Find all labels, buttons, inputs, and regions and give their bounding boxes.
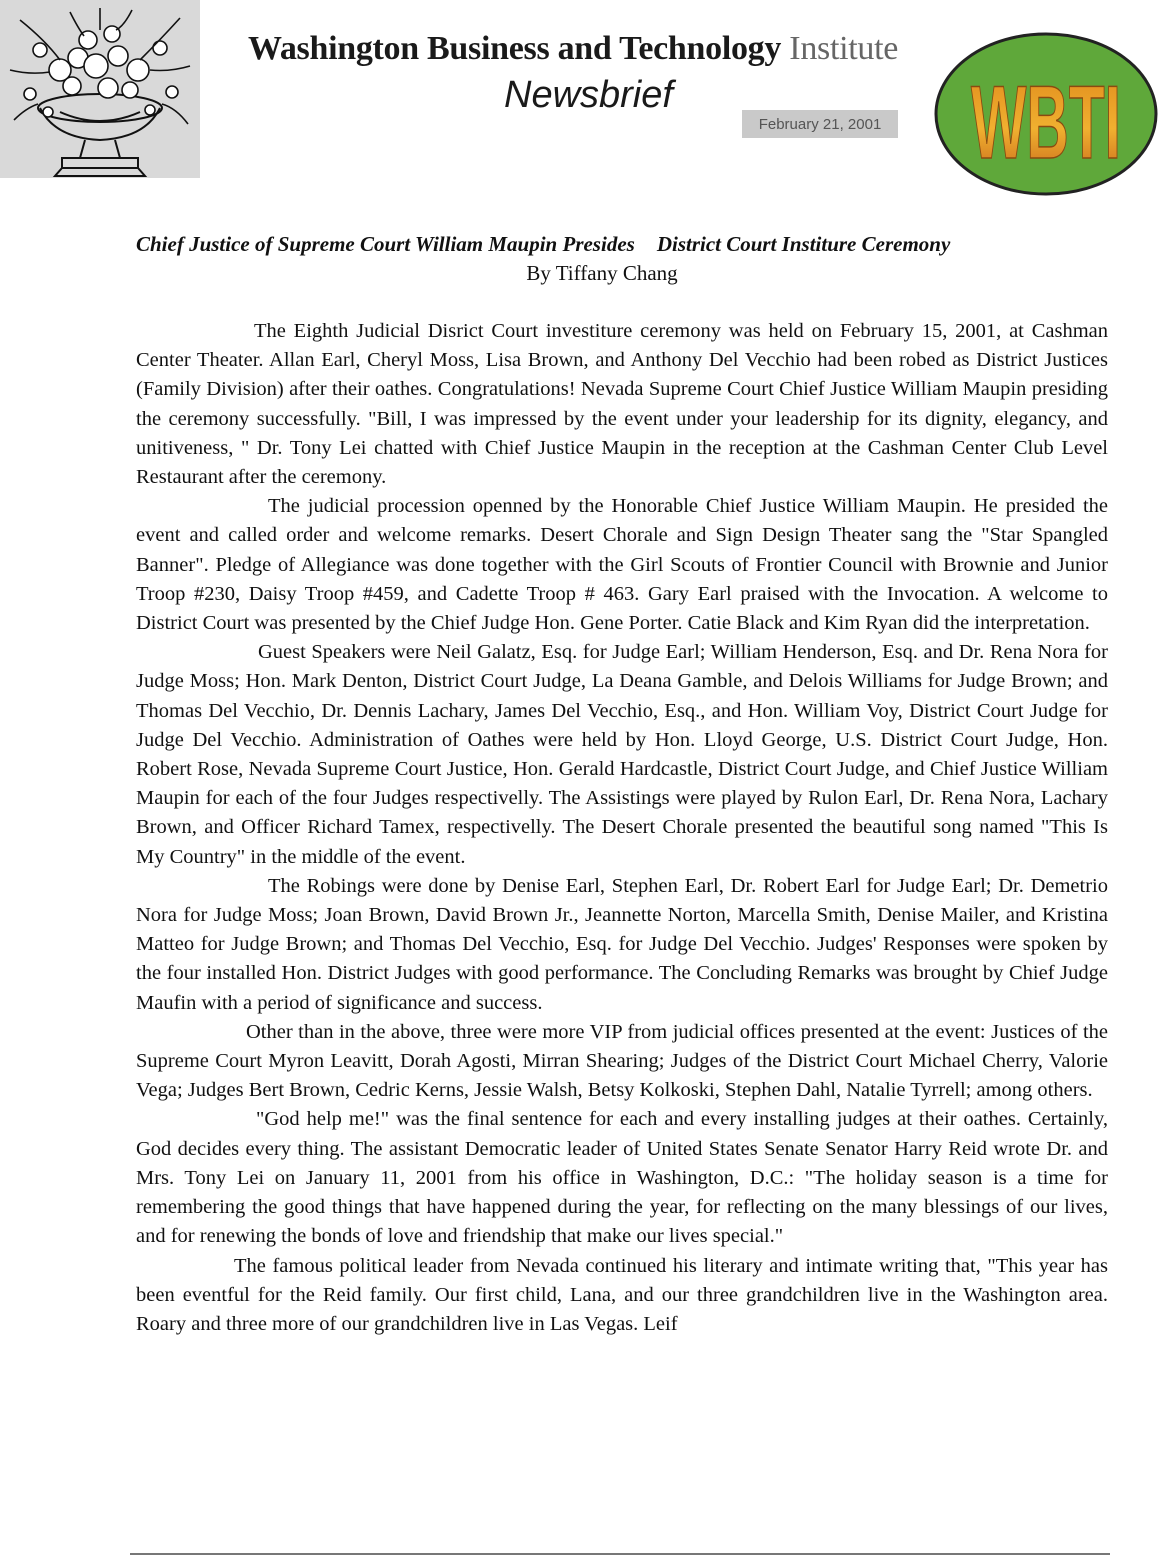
- article-byline: By Tiffany Chang: [526, 261, 678, 285]
- article-paragraph: Other than in the above, three were more VIP from judicial offices presented at the event: Justices of the Supreme Court Myron Leavitt, Dorah Agosti, Mirran Shearing; Judges of the District Court Michael Cherry, Valorie Vega; Judges Bert Brown, Cedric Kerns, Jessie Walsh, Betsy Kolkoski, Stephen Dahl, Natalie Tyrrell; among others.: [136, 1020, 1108, 1102]
- article-body: [136, 317, 1108, 1339]
- headline-part-2: District Court Institure Ceremony: [656, 232, 951, 256]
- headline-part-1: Chief Justice of Supreme Court William Maupin Presides: [136, 232, 635, 256]
- newsletter-subtitle: Newsbrief: [504, 74, 673, 116]
- decorative-vase-illustration: [0, 0, 200, 178]
- article-paragraph: The Eighth Judicial Disrict Court investiture ceremony was held on February 15, 2001, at Cashman Center Theater. Allan Earl, Cheryl Moss, Lisa Brown, and Anthony Del Vecchio had been robed as District Justices (Family Division) after their oathes. Congratulations! Nevada Supreme Court Chief Justice William Maupin presiding the ceremony successfully. "Bill, I was impressed by the event under your leadership for its dignity, elegancy, and unitiveness, " Dr. Tony Lei chatted with Chief Justice Maupin in the reception at the Cashman Center Club Level Restaurant after the ceremony.: [136, 320, 1108, 489]
- article-paragraph: Guest Speakers were Neil Galatz, Esq. for Judge Earl; William Henderson, Esq. and Dr. Rena Nora for Judge Moss; Hon. Mark Denton, District Court Judge, La Deana Gamble, and Delois Williams for Judge Brown; and Thomas Del Vecchio, Dr. Dennis Lachary, James Del Vecchio, Esq., and Hon. William Voy, District Court Judge for Judge Del Vecchio. Administration of Oathes were held by Hon. Lloyd George, U.S. District Court Judge, Hon. Robert Rose, Nevada Supreme Court Justice, Hon. Gerald Hardcastle, District Court Judge, and Chief Justice William Maupin for each of the four Judges respectivelly. The Assistings were played by Rulon Earl, Dr. Rena Nora, Lachary Brown, and Officer Richard Tamex, respectivelly. The Desert Chorale presented the beautiful song named "This Is My Country" in the middle of the event.: [136, 641, 1108, 868]
- issue-date: February 21, 2001: [742, 110, 898, 138]
- vase-icon: [0, 0, 200, 178]
- article-paragraph: The famous political leader from Nevada continued his literary and intimate writing that, "This year has been eventful for the Reid family. Our first child, Lana, and our three grandchildren live in the Washington area. Roary and three more of our grandchildren live in Las Vegas. Leif: [136, 1254, 1108, 1335]
- article-paragraph: The judicial procession openned by the Honorable Chief Justice William Maupin. He presided the event and called order and welcome remarks. Desert Chorale and Sign Design Theater sang the "Star Spangled Banner". Pledge of Allegiance was done together with the Girl Scouts of Frontier Council with Brownie and Junior Troop #230, Daisy Troop #459, and Cadette Troop # 463. Gary Earl praised with the Invocation. A welcome to District Court was presented by the Chief Judge Hon. Gene Porter. Catie Black and Kim Ryan did the interpretation.: [136, 495, 1108, 635]
- page-bottom-rule: [130, 1553, 1110, 1555]
- article-paragraph: "God help me!" was the final sentence for each and every installing judges at their oathes. Certainly, God decides every thing. The assistant Democratic leader of United States Senate Senator Harry Reid wrote Dr. and Mrs. Tony Lei on January 11, 2001 from his office in Washington, D.C.: "The holiday season is a time for remembering the good things that have happened during the year, for reflecting on the many blessings of our lives, and for renewing the bonds of love and friendship that make our lives special.": [136, 1108, 1108, 1248]
- newsletter-title: [248, 30, 968, 68]
- title-light: Institute: [789, 30, 899, 67]
- title-main: Washington Business and Technology: [248, 30, 782, 67]
- wbti-logo: [932, 30, 1160, 198]
- article-headline: [136, 232, 1116, 257]
- article-paragraph: The Robings were done by Denise Earl, Stephen Earl, Dr. Robert Earl for Judge Earl; Dr. Demetrio Nora for Judge Moss; Joan Brown, David Brown Jr., Jeannette Norton, Marcella Smith, Denise Mailer, and Kristina Matteo for Judge Brown; and Thomas Del Vecchio, Esq. for Judge Del Vecchio. Judges' Responses were spoken by the four installed Hon. District Judges with good performance. The Concluding Remarks was brought by Chief Judge Maufin with a period of significance and success.: [136, 874, 1108, 1014]
- logo-text: WBTI: [971, 65, 1121, 181]
